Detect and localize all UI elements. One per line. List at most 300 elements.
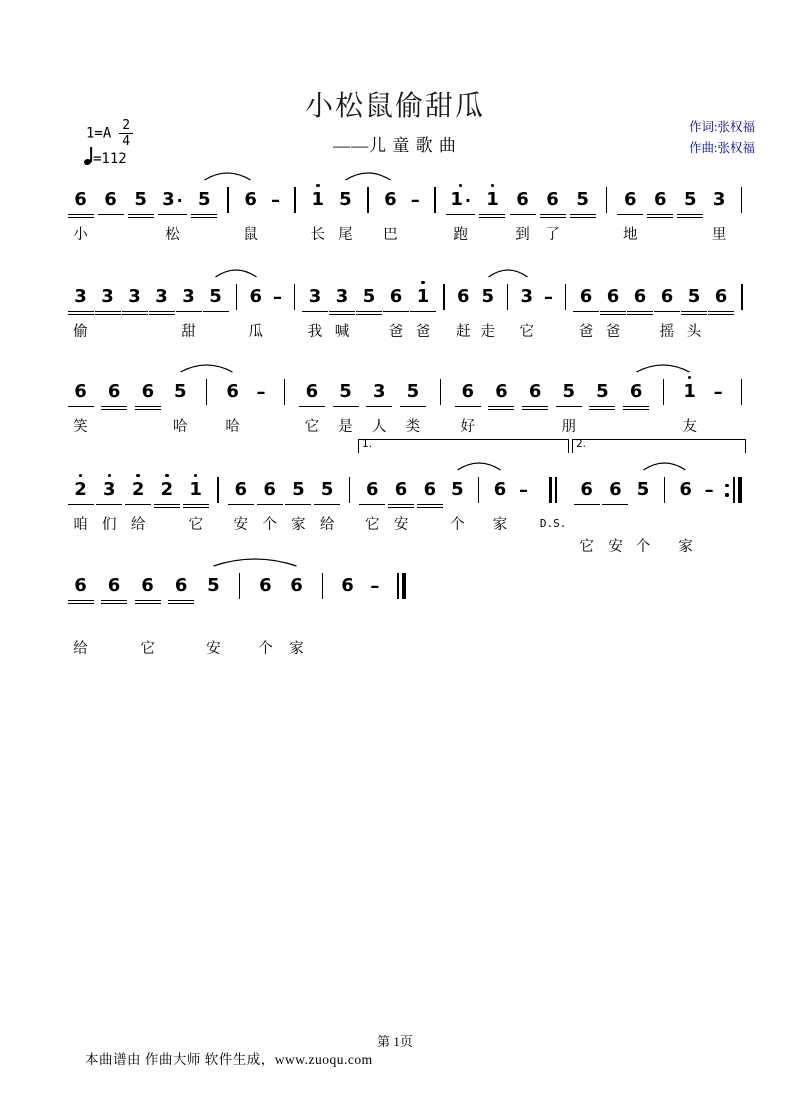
lyric xyxy=(505,320,509,340)
beam-underline xyxy=(388,507,414,509)
note-digit: 6 xyxy=(341,575,354,596)
note-cell xyxy=(450,181,471,243)
beam-underline xyxy=(168,600,194,602)
lyric xyxy=(293,223,297,243)
note-cell xyxy=(173,567,190,657)
octave-dot xyxy=(136,474,140,478)
lyric xyxy=(366,223,370,243)
note-digit: 6 xyxy=(366,479,379,500)
note-digit: 6 xyxy=(74,575,87,596)
beam-underline xyxy=(68,314,94,316)
lyric: 安 xyxy=(393,517,409,533)
note-digit: 6 xyxy=(493,479,507,500)
beam-underline xyxy=(570,217,596,219)
barline xyxy=(433,181,438,243)
beam-underline xyxy=(677,214,703,216)
beam-underline xyxy=(68,603,94,605)
lyric: 哈 xyxy=(173,419,188,435)
music-line-2 xyxy=(72,260,744,340)
note-digit: 6 xyxy=(629,381,643,402)
beam-underline xyxy=(455,406,481,408)
beam-underline xyxy=(627,311,653,313)
beam-underline xyxy=(154,504,180,506)
lyric xyxy=(373,637,377,657)
note-cell xyxy=(153,278,170,340)
beam-underline xyxy=(627,314,653,316)
note-digit: 1 xyxy=(486,189,499,210)
beam-underline xyxy=(600,314,626,316)
dash-cell xyxy=(257,373,266,435)
lyric-verse2 xyxy=(733,535,737,555)
note-digit: 6 xyxy=(653,189,667,210)
beam-underline xyxy=(191,217,217,219)
lyric: 小 xyxy=(73,227,88,243)
augmentation-dot: · xyxy=(464,190,471,210)
key-time-signature xyxy=(86,119,133,148)
lyric xyxy=(139,223,143,243)
beam-underline xyxy=(302,311,328,313)
note-cell xyxy=(206,567,221,657)
beam-underline xyxy=(128,217,154,219)
lyric: 爸 xyxy=(415,324,431,340)
beam-underline xyxy=(366,406,392,408)
note-digit: 5 xyxy=(481,286,495,307)
note-digit: 6 xyxy=(623,189,637,210)
note-digit: 6 xyxy=(234,479,248,500)
barline xyxy=(237,567,242,657)
note-digit: 6 xyxy=(660,286,674,307)
barline xyxy=(226,181,231,243)
lyric: 给 xyxy=(130,517,146,533)
lyric xyxy=(400,637,404,657)
note-cell xyxy=(712,181,727,243)
lyric: 它 xyxy=(519,324,534,340)
octave-dot xyxy=(491,184,495,188)
lyric xyxy=(585,513,589,533)
tempo-value: =112 xyxy=(93,151,127,167)
note-digit: 5 xyxy=(174,381,187,402)
note-cell xyxy=(139,373,156,435)
lyric: 给 xyxy=(319,517,335,533)
beam-underline xyxy=(708,314,734,316)
lyric: 笑 xyxy=(73,419,88,435)
barline xyxy=(662,471,667,555)
note-digit: 6 xyxy=(141,575,154,596)
note-cell xyxy=(225,373,240,435)
note-cell xyxy=(659,278,676,340)
note-cell xyxy=(682,373,697,435)
dash-cell xyxy=(370,567,379,657)
lyric: 人 xyxy=(371,419,387,435)
note-cell xyxy=(514,181,531,243)
dash-cell xyxy=(544,278,553,340)
lyric xyxy=(477,513,481,533)
beam-underline xyxy=(149,314,175,316)
volta-bracket xyxy=(358,439,569,453)
lyric xyxy=(740,415,744,435)
beam-underline xyxy=(677,217,703,219)
note-cell xyxy=(337,373,354,435)
lyric xyxy=(165,513,169,533)
note-digit: 1 xyxy=(416,286,430,307)
lyric: 里 xyxy=(711,227,727,243)
volta-label: 1. xyxy=(362,438,373,450)
note-digit: 6 xyxy=(579,286,593,307)
beam-underline xyxy=(95,314,121,316)
beam-underline xyxy=(101,600,127,602)
note-cell xyxy=(261,471,278,555)
lyric xyxy=(581,223,585,243)
note-digit: 5 xyxy=(684,189,697,210)
lyric-verse2: 安 xyxy=(608,539,623,555)
lyric xyxy=(433,223,437,243)
music-line-1 xyxy=(72,163,744,243)
lyric xyxy=(216,513,220,533)
note-cell xyxy=(303,373,320,435)
note-cell xyxy=(636,471,651,555)
note-cell xyxy=(686,278,703,340)
lyric xyxy=(112,637,116,657)
lyric: 松 xyxy=(165,227,180,243)
note-digit: 1 xyxy=(450,189,463,210)
note-cell xyxy=(456,278,471,340)
note-cell xyxy=(187,471,204,555)
beam-underline xyxy=(101,409,127,411)
barline xyxy=(438,373,443,435)
note-cell xyxy=(311,181,326,243)
note-cell xyxy=(421,471,438,555)
note-cell xyxy=(72,278,89,340)
note-cell xyxy=(243,181,258,243)
beam-underline xyxy=(617,214,643,216)
note-digit: 5 xyxy=(134,189,147,210)
note-cell xyxy=(364,471,381,555)
beam-underline xyxy=(359,504,385,506)
note-cell xyxy=(72,471,89,555)
lyric: 了 xyxy=(545,227,560,243)
lyric: 它 xyxy=(140,641,155,657)
lyric: 类 xyxy=(405,419,421,435)
barline xyxy=(293,181,298,243)
beam-underline xyxy=(574,504,600,506)
beam-underline xyxy=(299,406,325,408)
beam-underline xyxy=(479,217,505,219)
lyric: 哈 xyxy=(225,419,240,435)
note-cell xyxy=(173,373,188,435)
lyric: 好 xyxy=(460,419,475,435)
note-digit: 6 xyxy=(580,479,593,500)
beam-underline xyxy=(68,504,94,506)
lyric: 爸 xyxy=(605,324,621,340)
music-line-5 xyxy=(72,549,408,657)
duration-dash: – xyxy=(410,189,420,211)
note-digit: 6 xyxy=(104,189,117,210)
time-numerator: 2 xyxy=(119,119,133,134)
beam-underline xyxy=(68,600,94,602)
note-digit: 5 xyxy=(562,381,576,402)
note-digit: 5 xyxy=(576,189,589,210)
lyric-verse2 xyxy=(551,539,555,559)
beam-underline xyxy=(623,406,649,408)
note-cell xyxy=(628,373,645,435)
note-cell xyxy=(232,471,249,555)
note-cell xyxy=(415,278,432,340)
note-cell xyxy=(307,278,324,340)
duration-dash: – xyxy=(270,189,280,211)
lyric: 它 xyxy=(365,517,380,533)
note-digit: 6 xyxy=(74,381,87,402)
beam-underline xyxy=(183,504,209,506)
note-cell xyxy=(544,181,561,243)
beam-underline xyxy=(600,311,626,313)
note-cell xyxy=(162,181,183,243)
beam-underline xyxy=(203,311,229,313)
note-digit: 3 xyxy=(335,286,349,307)
note-digit: 5 xyxy=(209,286,222,307)
lyric: 们 xyxy=(102,517,117,533)
lyric xyxy=(634,415,638,435)
note-digit: 5 xyxy=(207,575,220,596)
note-digit: 6 xyxy=(141,381,155,402)
lyric xyxy=(133,320,137,340)
beam-underline xyxy=(68,311,94,313)
dash-cell xyxy=(411,181,420,243)
beam-underline xyxy=(101,603,127,605)
lyric-verse2: 家 xyxy=(678,539,693,555)
lyric: 它 xyxy=(304,419,320,435)
lyric: 家 xyxy=(289,641,304,657)
octave-dot xyxy=(421,281,425,285)
lyric xyxy=(716,415,720,435)
note-cell xyxy=(101,471,118,555)
note-digit: 6 xyxy=(456,286,470,307)
note-cell xyxy=(72,181,89,243)
note-digit: 6 xyxy=(609,479,622,500)
lyric xyxy=(367,320,371,340)
note-cell xyxy=(383,181,398,243)
note-digit: 6 xyxy=(389,286,403,307)
note-cell xyxy=(578,471,595,555)
barline xyxy=(234,278,239,340)
lyric: 个 xyxy=(450,517,465,533)
dash-cell xyxy=(271,181,280,243)
lyric: 给 xyxy=(73,641,88,657)
lyric: 偷 xyxy=(73,324,88,340)
lyric xyxy=(346,637,350,657)
lyric: 是 xyxy=(338,419,353,435)
lyric xyxy=(106,320,110,340)
octave-dot xyxy=(194,474,198,478)
duration-dash: – xyxy=(273,286,282,308)
beam-underline xyxy=(125,504,151,506)
note-digit: 2 xyxy=(131,479,145,500)
barline xyxy=(739,181,744,243)
generator-credit: 本曲谱由 作曲大师 软件生成，www.zuoqu.com xyxy=(85,1052,373,1067)
beam-underline xyxy=(228,504,254,506)
note-cell xyxy=(130,471,147,555)
barline xyxy=(739,373,744,435)
octave-dot xyxy=(108,474,112,478)
note-cell xyxy=(319,471,336,555)
lyric: 咱 xyxy=(73,517,88,533)
lyric xyxy=(442,320,446,340)
octave-dot xyxy=(165,474,169,478)
note-cell xyxy=(258,567,273,657)
note-cell xyxy=(493,471,508,555)
lyric-verse2 xyxy=(428,535,432,555)
lyric xyxy=(641,513,645,533)
beam-underline xyxy=(68,214,94,216)
note-cell xyxy=(388,278,405,340)
lyric xyxy=(439,415,443,435)
barline xyxy=(604,181,609,243)
note-digit: 3 xyxy=(101,286,114,307)
beam-underline xyxy=(314,504,340,506)
note-cell xyxy=(404,373,421,435)
note-digit: 6 xyxy=(244,189,257,210)
note-cell xyxy=(158,471,175,555)
lyric xyxy=(601,415,605,435)
ds-marker: D.S. xyxy=(539,517,567,530)
note-digit: 5 xyxy=(362,286,376,307)
note-digit: 1 xyxy=(311,189,325,210)
lyric xyxy=(662,513,666,533)
beam-underline xyxy=(383,311,409,313)
octave-dot xyxy=(79,474,83,478)
note-digit: 6 xyxy=(263,479,276,500)
lyric: 安 xyxy=(206,641,221,657)
lyric xyxy=(234,320,238,340)
note-cell xyxy=(341,567,354,657)
key-signature: 1=A xyxy=(86,125,112,142)
beam-underline xyxy=(708,311,734,313)
time-signature xyxy=(119,119,133,148)
music-line-4 xyxy=(72,437,744,559)
beam-underline xyxy=(540,217,566,219)
beam-underline xyxy=(135,409,161,411)
note-cell xyxy=(126,278,143,340)
barline xyxy=(740,278,745,340)
lyric xyxy=(292,320,296,340)
note-digit: 3 xyxy=(712,189,726,210)
note-digit: 6 xyxy=(107,575,121,596)
note-digit: 6 xyxy=(495,381,508,402)
duration-dash: – xyxy=(544,286,553,308)
note-cell xyxy=(578,278,595,340)
lyric: 尾 xyxy=(338,227,353,243)
note-digit: 6 xyxy=(528,381,542,402)
note-cell xyxy=(139,567,156,657)
note-cell xyxy=(249,278,264,340)
dash-cell xyxy=(519,471,528,555)
lyric: 赶 xyxy=(456,324,471,340)
note-cell xyxy=(607,471,624,555)
beam-underline xyxy=(96,504,122,506)
dash-cell xyxy=(714,373,723,435)
note-digit: 6 xyxy=(714,286,728,307)
beam-underline xyxy=(647,214,673,216)
beam-underline xyxy=(122,314,148,316)
note-digit: 5 xyxy=(596,381,609,402)
lyric xyxy=(547,320,551,340)
lyric xyxy=(226,223,230,243)
beam-underline xyxy=(647,217,673,219)
lyric xyxy=(321,637,325,657)
barline xyxy=(563,278,568,340)
note-digit: 3 xyxy=(182,286,195,307)
lyric xyxy=(238,637,242,657)
note-digit: 6 xyxy=(606,286,620,307)
lyric xyxy=(276,320,280,340)
page-number: 第 1页 xyxy=(377,1034,413,1049)
beam-underline xyxy=(540,214,566,216)
lyric-verse2: 个 xyxy=(635,539,651,555)
beam-underline xyxy=(573,311,599,313)
note-digit: 5 xyxy=(339,189,352,210)
lyric xyxy=(348,513,352,533)
note-digit: 5 xyxy=(451,479,464,500)
barline xyxy=(216,471,221,555)
augmentation-dot: · xyxy=(176,190,183,210)
lyric: 爸 xyxy=(388,324,404,340)
note-cell xyxy=(484,181,501,243)
lyric-verse2 xyxy=(707,535,711,555)
note-cell xyxy=(290,471,307,555)
lyric: 友 xyxy=(682,419,697,435)
note-digit: 5 xyxy=(636,479,650,500)
note-digit: 5 xyxy=(292,479,305,500)
lyric xyxy=(688,223,692,243)
beam-underline xyxy=(135,600,161,602)
note-digit: 3 xyxy=(308,286,322,307)
lyric xyxy=(146,415,150,435)
note-digit: 5 xyxy=(198,189,211,210)
lyric: 摇 xyxy=(659,324,675,340)
octave-dot xyxy=(316,184,320,188)
barline xyxy=(292,278,297,340)
note-cell xyxy=(132,181,149,243)
lyric xyxy=(202,223,206,243)
lyric: 朋 xyxy=(561,419,576,435)
note-digit: 6 xyxy=(290,575,303,596)
repeat-end-barline xyxy=(725,471,744,555)
note-cell xyxy=(180,278,197,340)
note-cell xyxy=(605,278,622,340)
lyric xyxy=(179,637,183,657)
note-cell xyxy=(289,567,304,657)
lyric: 它 xyxy=(188,517,203,533)
beam-underline xyxy=(681,314,707,316)
beam-underline xyxy=(329,314,355,316)
lyric: 跑 xyxy=(453,227,468,243)
lyricist-credit: 作词:张权福 xyxy=(689,120,755,134)
duration-dash: – xyxy=(256,381,266,403)
beam-underline xyxy=(410,311,436,313)
beam-underline xyxy=(488,406,514,408)
beam-underline xyxy=(417,504,443,506)
lyric xyxy=(740,320,744,340)
lyric xyxy=(740,223,744,243)
lyric: 安 xyxy=(233,517,249,533)
beam-underline xyxy=(510,214,536,216)
beam-underline xyxy=(623,409,649,411)
octave-dot xyxy=(688,376,692,380)
beam-underline xyxy=(176,311,202,313)
beam-underline xyxy=(183,507,209,509)
note-digit: 3 xyxy=(162,189,175,210)
lyric: 长 xyxy=(310,227,326,243)
beam-underline xyxy=(356,314,382,316)
